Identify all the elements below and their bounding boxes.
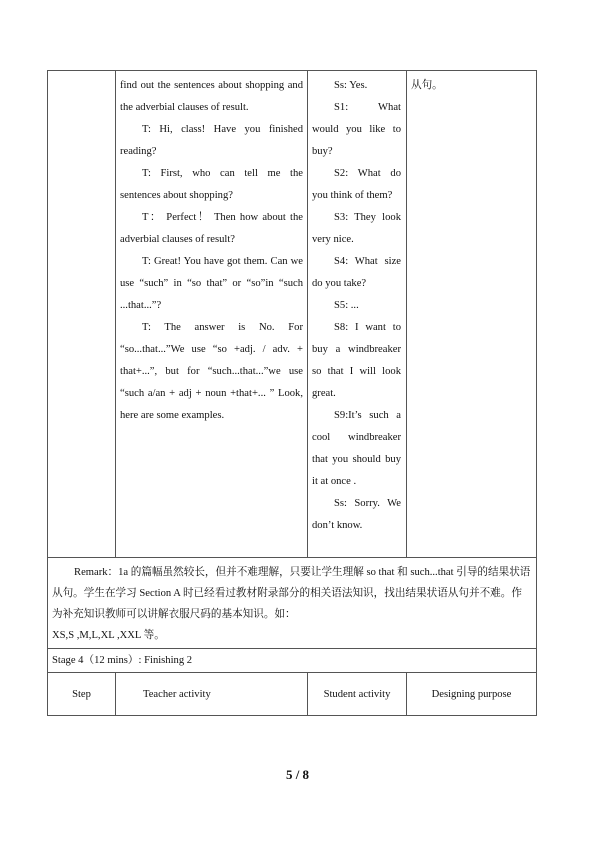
activity-row [48,71,537,558]
remark-row [48,558,537,649]
teacher-paragraph: T: Hi, class! Have you finished reading? [120,124,303,157]
student-paragraph: S1: What would you like to buy? [312,102,401,157]
stage-row [48,649,537,673]
student-paragraph: S5: ... [334,300,359,311]
header-designing-purpose: Designing purpose [407,673,537,716]
lesson-plan-table [47,70,537,716]
student-paragraph: S4: What size do you take? [312,256,401,289]
designing-purpose-cell [407,71,537,558]
remark-sizes: XS,S ,M,L,XL ,XXL 等。 [52,630,165,641]
step-cell [48,71,116,558]
student-paragraph: S9:It’s such a cool windbreaker that you should buy it at once . [312,410,401,487]
purpose-text: 从句。 [411,80,443,91]
header-teacher-activity: Teacher activity [116,673,308,716]
page-number: 5 / 8 [285,767,310,782]
student-paragraph: S8: I want to buy a windbreaker so that I will look great. [312,322,401,399]
teacher-paragraph: find out the sentences about shopping and the adverbial clauses of result. [120,80,303,113]
teacher-paragraph: T： Perfect！ Then how about the adverbial clauses of result? [120,212,303,245]
stage-label: Stage 4（12 mins）: Finishing 2 [48,649,537,673]
header-step: Step [48,673,116,716]
student-paragraph: Ss: Sorry. We don’t know. [312,498,401,531]
student-paragraph: S2: What do you think of them? [312,168,401,201]
header-student-activity: Student activity [308,673,407,716]
remark-text: Remark：1a 的篇幅虽然较长，但并不难理解，只要让学生理解 so that 和 such...that 引导的结果状语从句。学生在学习 Section A 时已经看过教材附录部分的相关语法知识，找出结果状语从句并不难。作为补充知识教师可以讲解衣服尺码的基本知识。如： [52,567,531,620]
student-paragraph: Ss: Yes. [334,80,368,91]
teacher-paragraph: T: The answer is No. For “so...that...”We use “so +adj. / adv. + that+...”, but for “such...that...”we use “such a/an + adj + noun +that+... ” Look, here are some examples. [120,322,303,421]
teacher-activity-cell [116,71,308,558]
header-row [48,673,537,716]
teacher-paragraph: T: First, who can tell me the sentences about shopping? [120,168,303,201]
remark-cell [48,558,537,649]
student-paragraph: S3: They look very nice. [312,212,401,245]
student-activity-cell [308,71,407,558]
teacher-paragraph: T: Great! You have got them. Can we use “such” in “so that” or “so”in “such ...that...”? [120,256,303,311]
